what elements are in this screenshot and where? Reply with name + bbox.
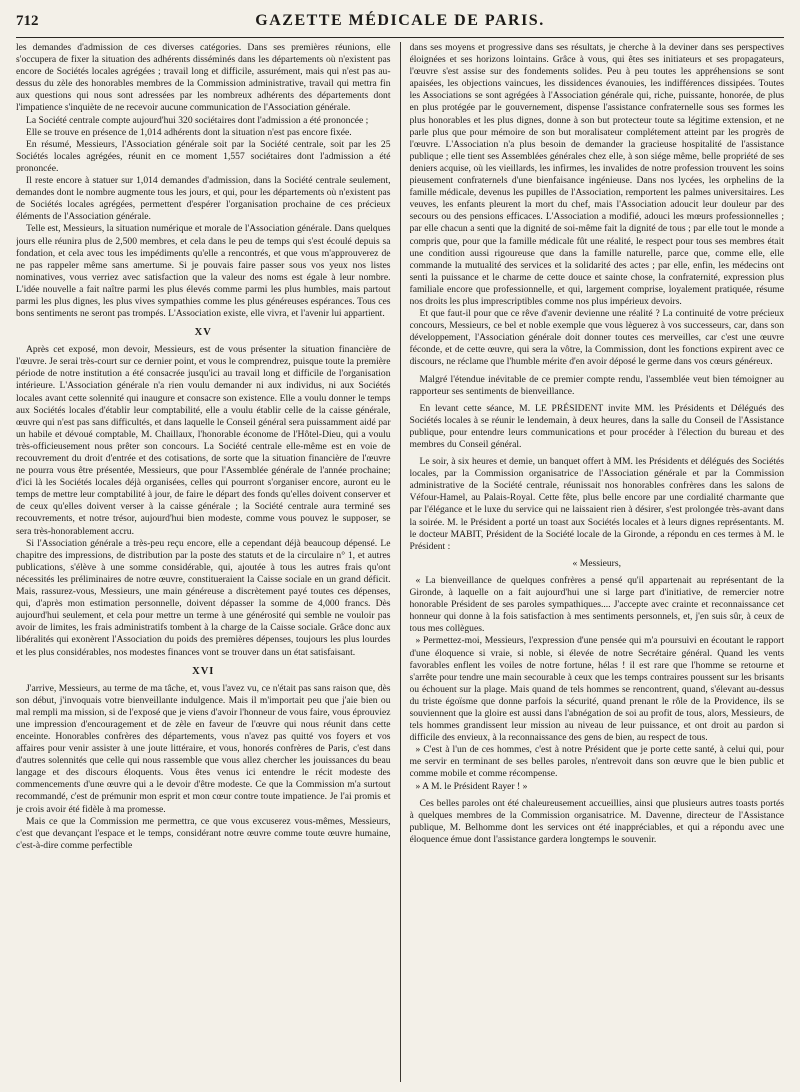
left-column	[16, 42, 391, 1082]
paragraph: Après cet exposé, mon devoir, Messieurs, est de vous présenter la situation financière de l'œuvre. Je serai très-court sur ce dernier point, et vous le comprendrez, puisque toute la première période de notre institution a été consacrée jusqu'ici au travail long et difficile de l'organisation intérieure. L'Association générale n'a rien voulu demander ni aux individus, ni aux Sociétés locales avant cette solennité qui inaugure et consacre son existence. Elle a voulu donner le temps aux Sociétés locales d'établir leur comptabilité, elle a voulu établir celle de la caisse générale, œuvre qui n'est pas sans difficultés, et dans laquelle le Conseil général sera puissamment aidé par un habile et dévoué comptable, M. Chaillaux, l'honorable économe de l'Hôtel-Dieu, qui a voulu très-officieusement nous prêter son concours. La Société centrale elle-même est en voie de recouvrement du droit d'entrée et des cotisations, de sorte que la situation financière de l'œuvre ne pourra vous être présentée, Messieurs, que pour l'Assemblée générale de l'année prochaine; d'ici là les Sociétés locales déjà organisées, celles qui pourront s'organiser encore, auront eu le temps de mettre leur comptabilité à jour, de faire le départ des fonds qu'elles doivent conserver et de ceux qu'elles doivent verser à la caisse générale ; la Société centrale aura terminé ses recouvrements, et notre trésor, aujourd'hui bien modeste, comme vous pouvez le supposer, se sera très-honorablement accru.	[16, 344, 391, 537]
page-header	[16, 12, 784, 38]
paragraph: Malgré l'étendue inévitable de ce premier compte rendu, l'assemblée veut bien témoigner au rapporteur ses sentiments de bienveillance.	[409, 373, 785, 397]
paragraph: Le soir, à six heures et demie, un banquet offert à MM. les Présidents et délégués des Sociétés locales, par la Commission organisatrice de l'Association générale et par la Commission administrative de la Société centrale, réunissait nos honorables confrères dans les salons de Véfour-Hamel, au Palais-Royal. Cette fête, plus belle encore par une cordialité charmante que par l'élégance et le luxe du service qui ne laissaient rien à désirer, s'est prolongée très-avant dans la soirée. M. le Président a porté un toast aux Sociétés locales et à leurs dignes représentants. M. le docteur MABIT, Président de la Société locale de la Gironde, a répondu en ces termes à M. le Président :	[409, 456, 785, 552]
paragraph: La Société centrale compte aujourd'hui 320 sociétaires dont l'admission a été prononcée ;	[26, 114, 369, 126]
paragraph: les demandes d'admission de ces diverses catégories. Dans ses premières réunions, elle s'occupera de fixer la situation des adhérents disséminés dans les départements où n'existent pas encore de Sociétés locales agrégées ; travail long et difficile, assurément, mais qui n'est pas au-dessus du zèle des honorables membres de la Commission administrative, travail qui mettra fin aux questions qui nous sont adressées par les nombreux adhérents des départements dont l'impatience s'inquiète de ne recevoir aucune communication de l'Association générale.	[16, 42, 391, 114]
paragraph: Si l'Association générale a très-peu reçu encore, elle a cependant déjà beaucoup dépensé. Le chapitre des impressions, de distribution par la poste des statuts et de la circulaire n° 1, et autres publications, s'élève à une somme considérable, qui, ajoutée à tous les autres frais qu'ont nécessités les préliminaires de notre œuvre, constitueraient la Caisse sociale en un grand déficit. Mais, rassurez-vous, Messieurs, une main généreuse a discrètement payé toutes ces dépenses, qui, d'après mon estimation personnelle, doivent dépasser la somme de 4,000 francs. Dès aujourd'hui seulement, et cela pour mettre un terme à une générosité qui semble ne vouloir pas avoir de limites, les frais administratifs tombent à la charge de la Caisse sociale. Grâce donc aux libéralités qui exonèrent l'Association du poids des premières dépenses, toujours les plus lourdes et les plus considérables, nos modestes finances vont se trouver dans un état satisfaisant.	[16, 537, 391, 658]
quote-paragraph: » Permettez-moi, Messieurs, l'expression d'une pensée qui m'a poursuivi en écoutant le rapport d'une éloquence si vraie, si noble, si élevée de notre Secrétaire général. Quand les vents favorables enflent les voiles de notre fortune, hélas ! il est rare que l'homme se retourne et s'arrête pour tendre une main secourable à ceux que les temps contraires poussent sur les brisants ou échouent sur la plage. Mais quand de tels hommes se rencontrent, quand, s'élevant au-dessus du triste égoïsme que donne parfois la sécurité, quand prenant le rôle de la Providence, ils se souviennent que la gloire est aussi dans l'abnégation de soi au profit de tous, alors, Messieurs, de tels hommes grandissent leur mission au niveau de leur puissance, et ont droit au pardon si difficile des envieux, à la reconnaissance des gens de bien, au respect de tous.	[409, 635, 785, 744]
paragraph: En résumé, Messieurs, l'Association générale soit par la Société centrale, soit par les 25 Sociétés locales agrégées, réunit en ce moment 1,557 sociétaires dont l'admission a été prononcée.	[16, 138, 391, 174]
column-divider	[400, 42, 401, 1082]
quote-paragraph: » C'est à l'un de ces hommes, c'est à notre Président que je porte cette santé, à celui qui, pour me servir en terminant de ses belles paroles, n'entrevoit dans son œuvre que le bien public et comme mobile et comme récompense.	[409, 744, 785, 780]
page-number: 712	[16, 13, 39, 29]
salutation: « Messieurs,	[572, 557, 621, 569]
paragraph: Mais ce que la Commission me permettra, ce que vous excuserez vous-mêmes, Messieurs, c'est que devançant l'espace et le temps, considérant notre œuvre comme toute œuvre humaine, c'est-à-dire comme perfectible	[16, 815, 391, 851]
paragraph: J'arrive, Messieurs, au terme de ma tâche, et, vous l'avez vu, ce n'était pas sans raison que, dès son début, j'invoquais votre bienveillante indulgence. Mais il m'importait peu que j'aie bien ou mal rempli ma mission, si de l'exposé que je viens d'avoir l'honneur de vous faire, vous éprouviez une impression d'encouragement et de zèle en faveur de l'œuvre qui nous réunit dans cette enceinte. Honorables confrères des départements, vous n'avez pas quitté vos foyers et vos affaires pour venir assister à une joute littéraire, et vous, honorés confrères de Paris, c'est dans d'autres solennités que celle qui nous rassemble que vous allez chercher les jouissances du beau langage et des discours éloquents. Vous êtes venus ici entendre le récit modeste des commencements d'une œuvre qui a le devoir d'être modeste. Ce que la Commission m'a surtout recommandé, c'est de prémunir mon esprit et mon cœur contre toute impatience. Je l'ai promis et je crois avoir été fidèle à ma promesse.	[16, 682, 391, 815]
paragraph: Telle est, Messieurs, la situation numérique et morale de l'Association générale. Dans quelques jours elle réunira plus de 2,500 membres, et cela dans le peu de temps qui s'est écoulé depuis sa fondation, et cela avec tous les impédiments qu'elle a rencontrés, et que vous m'approuverez de ne pas rappeler même sans amertume. Si je pouvais faire passer sous vos yeux nos listes nominatives, vous verriez avec satisfaction que la valeur des noms est égale à leur nombre. L'idée nouvelle a fait naître parmi les plus élevés comme parmi les plus humbles, mais partout parmi les plus dignes, les plus vives sympathies comme les plus généreuses espérances. Tous ces bons sentiments ne seront pas trompés. L'Association existe, elle vivra, et l'avenir lui appartient.	[16, 223, 391, 320]
toast-line: » A M. le Président Rayer ! »	[415, 780, 528, 792]
paragraph: En levant cette séance, M. LE PRÉSIDENT invite MM. les Présidents et Délégués des Sociétés locales à se réunir le lendemain, à deux heures, dans la salle du Conseil de l'Assistance publique, pour entendre leurs communications et pour procéder à l'élection du bureau et des membres du Conseil général.	[409, 402, 785, 450]
section-heading: XV	[194, 327, 212, 339]
section-heading: XVI	[192, 665, 215, 677]
columns	[16, 42, 784, 1082]
right-column	[410, 42, 785, 1082]
paragraph: Ces belles paroles ont été chaleureusement accueillies, ainsi que plusieurs autres toasts portés à quelques membres de la Commission organisatrice. M. Davenne, directeur de l'Assistance publique, M. Belhomme dont les services ont été inappréciables, et qui a répondu avec une éloquence émue dont l'assistance gardera longtemps le souvenir.	[409, 797, 785, 845]
journal-title: GAZETTE MÉDICALE DE PARIS.	[255, 12, 545, 29]
paragraph: Et que faut-il pour que ce rêve d'avenir devienne une réalité ? La continuité de votre précieux concours, Messieurs, ce bel et noble exemple que vous lèguerez à vos successeurs, car, dans son développement, l'Association générale doit donner toutes ces merveilles, car c'est une œuvre féconde, et de cette œuvre, qui sera la vôtre, la Commission, dont les fonctions expirent avec ce discours, ne réclame que l'humble mérite d'en avoir déposé le germe dans vos cœurs généreux.	[409, 308, 785, 368]
quote-paragraph: « La bienveillance de quelques confrères a pensé qu'il appartenait au représentant de la Gironde, à laquelle on a fait aujourd'hui une si large part d'initiative, de remercier notre honorable Président de ses paroles sympathiques.... J'accepte avec crainte et reconnaissance cet honneur qui donne à la fois satisfaction à mes sentiments personnels, et, j'en suis sûr, à ceux de tous mes collègues.	[409, 574, 785, 635]
paragraph: Elle se trouve en présence de 1,014 adhérents dont la situation n'est pas encore fixée.	[26, 126, 352, 138]
paragraph: dans ses moyens et progressive dans ses résultats, je cherche à la deviner dans ses perspectives éloignées et ses horizons lointains. Grâce à vous, qui êtes ses initiateurs et ses propagateurs, l'œuvre s'est assise sur des fondements solides. Peu à peu toutes les appréhensions se sont apaisées, les objections vaincues, les dissidences évanouies, les indifférences dissipées. Toutes les Associations se sont agrégées à l'Association générale qui, riche, puissante, honorée, de plus en plus protégée par le gouvernement, dispense l'assistance confraternelle sous ses formes les plus honorables et les plus dignes, donne à son but protecteur toute sa légitime extension, et ne parle plus que pour mémoire de son but moralisateur complétement atteint par les progrès de l'œuvre. L'Association n'a plus besoin de demander la gracieuse hospitalité de l'assistance publique ; elle tient ses Assemblées générales chez elle, à son siége même, belle propriété de ses deniers acquise, où les vieillards, les infirmes, les invalides de notre profession trouvent les soins pieusement confraternels d'une bienfaisance ingénieuse. Dans nos lycées, les orphelins de la famille médicale, devenus les pupilles de l'Association, remportent les palmes universitaires. Les veuves, les enfants pleurent la mort du chef, mais l'Association adoucit leur douleur par des secours ou des pensions efficaces. L'Association a modifié, adouci les mœurs professionnelles ; par elle chacun a senti que la dignité de soi-même fait la dignité de tous ; par elle tout le monde a compris que, pour que la famille médicale fût une réalité, le respect pour tous ses membres était une condition aussi rigoureuse que dans la famille naturelle, parce que, comme elle, elle commande la mutualité des services et la solidarité des actes ; par elle, enfin, les médecins ont senti la puissance et le charme de cette douce et sainte chose, la confraternité, expression plus familiale encore que professionnelle, et qui, largement comprise, loyalement pratiquée, résume nos droits les plus imprescriptibles comme nos plus impérieux devoirs.	[409, 42, 785, 307]
paragraph: Il reste encore à statuer sur 1,014 demandes d'admission, dans la Société centrale seulement, demandes dont le nombre augmente tous les jours, et qui, pour les départements où n'existent pas de Sociétés locales agrégées, permettent d'espérer l'organisation prochaine de ces précieux éléments de l'Association générale.	[16, 175, 391, 223]
